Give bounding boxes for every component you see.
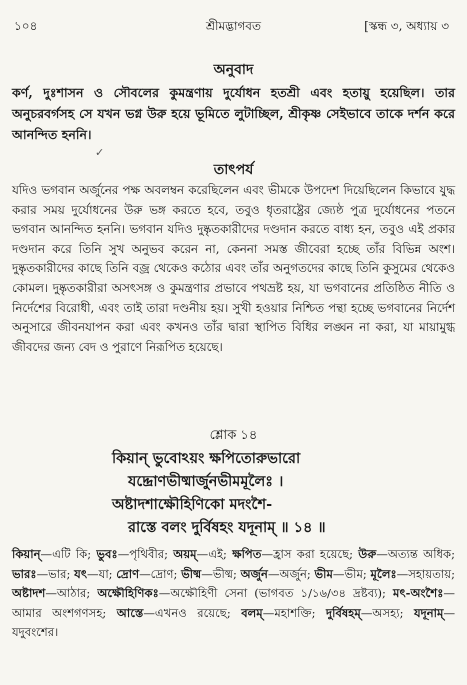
synonym-term: অয়ম্ [173,547,197,561]
synonym-meaning: অসহ্য; [372,605,404,620]
synonym-term: মৎ-অংশৈঃ [393,586,444,600]
synonym-term: দুর্বিষহম্ [326,605,361,620]
synonym-meaning: অত্যন্ত অধিক; [387,547,456,561]
synonym-term: দ্রোণ [116,566,140,581]
synonym-meaning: ভার; [48,566,71,581]
synonym-term: কিয়ান্ [12,547,41,561]
purport-text: যদিও ভগবান অর্জুনের পক্ষ অবলম্বন করেছিলেন এবং ভীমকে উপদেশ দিয়েছিলেন কিভাবে যুদ্ধ করার সময় দুর্যোধনের উরু ভঙ্গ করতে হবে, তবুও ধৃতরাষ্ট্রের জ্যেষ্ঠ পুত্র দুর্যোধনের পতনে ভগবান আনন্দিত হননি। ভগবান যদিও দুষ্কৃতকারীদের দণ্ডদান করতে বাধ্য হন, তবুও এই প্রকার দণ্ডদান করে তিনি সুখ অনুভব করেন না, কেননা সমস্ত জীবেরা হচ্ছে তাঁর বিভিন্ন অংশ। দুষ্কৃতকারীদের কাছে তিনি বজ্র থেকেও কঠোর এবং তাঁর অনুগতদের কাছে তিনি কুসুমের থেকেও কোমল। দুষ্কৃতকারীরা অসৎসঙ্গ ও কুমন্ত্রণার প্রভাবে পথভ্রষ্ট হয়, যা ভগবানের প্রতিষ্ঠিত নীতি ও নির্দেশের বিরোধী, এবং তাই তারা দণ্ডনীয় হয়। সুখী হওয়ার নিশ্চিত পন্থা হচ্ছে ভগবানের নির্দেশ অনুসারে জীবনযাপন করা এবং কখনও তাঁর দ্বারা স্থাপিত বিধির লঙ্ঘন না করা, যা মায়ামুগ্ধ জীবদের জন্য বেদ ও পুরাণে নিরূপিত হয়েছে। [12,183,455,354]
synonym-meaning: আঠার; [56,586,91,600]
synonym-term: অক্ষৌহিণিকঃ [97,586,159,600]
translation-text: কর্ণ, দুঃশাসন ও সৌবলের কুমন্ত্রণায় দুর্যোধন হতশ্রী এবং হতায়ু হয়েছিল। তার অনুচরবর্গসহ সে যখন ভগ্ন উরু হয়ে ভূমিতে লুটাচ্ছিল, শ্রীকৃষ্ণ সেইভাবে তাকে দর্শন করে আনন্দিত হননি। [12,85,455,142]
synonym-meaning: মহাশক্তি; [274,605,316,620]
synonym-meaning: অক্ষৌহিণী সেনা (ভাগবত ১/১৬/৩৪ দ্রষ্টব্য); [170,586,386,600]
synonym-term: মূলৈঃ [370,566,397,581]
synonym-meaning: এই; [208,547,227,561]
synonyms-block: কিয়ান্—এটি কি; ভুবঃ—পৃথিবীর; অয়ম্—এই; ক্ষপিত—হ্রাস করা হয়েছে; উরু—অত্যন্ত অধিক; ভারঃ—ভার; যৎ—যা; দ্রোণ—দ্রোণ; ভীষ্ম—ভীষ্ম; অর্জুন—অর্জুন; ভীম—ভীম; মূলৈঃ—সহায়তায়; অষ্টাদশ—আঠার; অক্ষৌহিণিকঃ—অক্ষৌহিণী সেনা (ভাগবত ১/১৬/৩৪ দ্রষ্টব্য); মৎ-অংশৈঃ—আমার অংশগণসহ; আস্তে—এখনও রয়েছে; বলম্—মহাশক্তি; দুর্বিষহম্—অসহ্য; যদূনাম্—যদুবংশের। [12,547,456,639]
pencil-tick-mark: ✓ [95,146,105,159]
synonym-meaning: এটি কি; [52,547,92,561]
synonym-term: বলম্ [241,605,263,620]
verse-title: শ্লোক ১৪ [209,428,258,443]
synonym-meaning: আমার অংশগণসহ; [12,605,107,620]
synonym-meaning: দ্রোণ; [150,566,178,581]
chapter-reference: [স্কন্ধ ৩, অধ্যায় ৩ [364,19,449,33]
synonym-term: ভীম [314,566,333,581]
synonym-term: অষ্টাদশ [12,586,46,600]
synonym-term: ক্ষপিত [232,547,262,561]
synonym-meaning: এখনও রয়েছে; [154,605,231,620]
synonym-meaning: যদুবংশের। [12,625,59,639]
synonym-term: যদূনাম্ [413,605,444,620]
synonym-term: ভুবঃ [96,547,118,561]
synonym-meaning: হ্রাস করা হয়েছে; [273,547,354,561]
synonym-term: ভারঃ [12,566,37,581]
translation-heading: অনুবাদ [213,62,254,78]
synonym-meaning: অর্জুন; [279,566,311,581]
verse-line-2: যদ্দ্রোণভীষ্মার্জুনভীমমূলৈঃ । [128,473,284,490]
synonym-term: উরু [358,547,377,561]
page-number: ১০৪ [14,19,38,33]
synonym-term: যৎ [74,566,88,581]
purport-heading: তাৎপর্য [213,162,254,178]
running-title: শ্রীমদ্ভাগবত [205,19,261,33]
synonym-meaning: পৃথিবীর; [129,547,169,561]
synonym-meaning: ভীম; [344,566,367,581]
synonym-meaning: ভীষ্ম; [212,566,237,581]
synonym-term: আস্তে [116,605,144,620]
synonym-term: ভীষ্ম [181,566,202,581]
verse-line-3: অষ্টাদশাক্ষৌহিণিকো মদংশৈ- [112,496,273,513]
synonym-meaning: সহায়তায়; [408,566,455,581]
synonym-meaning: যা; [98,566,113,581]
synonym-term: অর্জুন [240,566,268,581]
verse-line-4: রাস্তে বলং দুর্বিষহং যদূনাম্ ॥ ১৪ ॥ [128,519,326,536]
verse-line-1: কিয়ান্ ভুবোঽয়ং ক্ষপিতোরুভারো [112,450,301,467]
